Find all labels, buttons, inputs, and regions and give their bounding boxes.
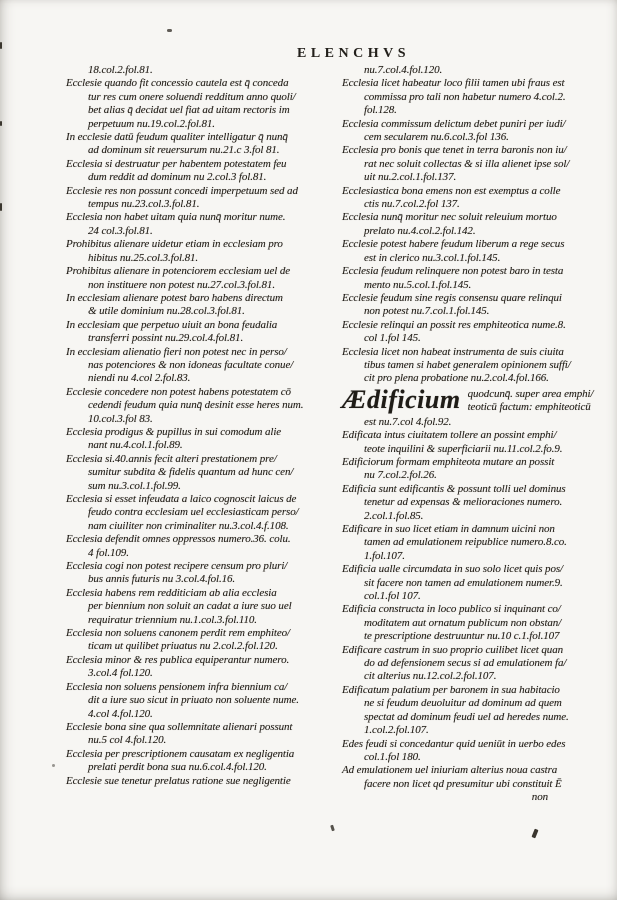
text-line: ticam ut quilibet priuatus nu 2.col.2.fol.120. <box>88 640 278 653</box>
catchword: non <box>531 791 548 804</box>
text-line: Ecclesia si esset infeudata a laico cognoscit laicus de <box>66 493 297 505</box>
text-line: per biennium non soluit an cadat a iure suo uel <box>88 600 292 613</box>
text-line: Ad emulationem uel iniuriam alterius noua castra <box>342 764 558 777</box>
text-line: col.1.fol 180. <box>364 750 421 763</box>
text-line: nant nu.4.col.1.fol.89. <box>88 439 183 452</box>
text-line: col.1.fol 107. <box>364 590 421 603</box>
text-line: Ecclesia non habet uitam quia nunq̄ moritur nume. <box>66 211 286 224</box>
text-line: Ecclesia pro bonis que tenet in terra baronis non iu/ <box>342 144 567 157</box>
text-line: Ecclesia defendit omnes oppressos numero.36. colu. <box>66 533 291 546</box>
text-line: Ecclesia si.40.annis fecit alteri prestationem pre/ <box>66 452 277 465</box>
section-headword-side-text <box>468 387 594 414</box>
text-line: ctis nu.7.col.2.fol 137. <box>364 198 460 211</box>
text-line: Edificia constructa in loco publico si inquinant co/ <box>342 603 561 616</box>
text-line: requiratur triennium nu.1.col.3.fol.110. <box>88 613 257 626</box>
ink-speck <box>167 29 172 32</box>
text-line: quodcunq̄. super area emphi/ <box>467 387 594 400</box>
text-line: dum reddit ad dominum nu 2.col.3 fol.81. <box>88 171 267 184</box>
text-line: tenetur ad expensas & melioraciones numero. <box>364 496 563 509</box>
text-line: est nu.7.col 4.fol.92. <box>364 415 452 428</box>
text-line: 2.col.1.fol.85. <box>364 509 424 522</box>
text-line: nu 7.col.2.fol.26. <box>364 469 437 482</box>
text-line: nu.5 col 4.fol.120. <box>88 734 167 747</box>
text-line: Ecclesia minor & res publica equiperantur numero. <box>66 653 290 666</box>
text-line: feudo contra ecclesiam uel ecclesiasticam perso/ <box>88 506 299 519</box>
text-line: Ecclesia non soluens canonem perdit rem emphiteo/ <box>66 627 291 640</box>
text-line: fol.128. <box>364 104 397 117</box>
text-line: Ecclesie bona sine qua sollemnitate alienari possunt <box>66 720 293 733</box>
text-line: uit nu.2.col.1.fol.137. <box>364 171 457 184</box>
text-line: moditatem aut ornatum publicum non obstan/ <box>364 616 562 629</box>
text-line: tur res cum onere soluendi redditum anno quoli/ <box>88 90 296 103</box>
text-line: perpetuum nu.19.col.2.fol.81. <box>88 117 215 130</box>
text-line: tempus nu.23.col.3.fol.81. <box>88 198 200 211</box>
text-line: Ecclesie res non possunt concedi imperpetuum sed ad <box>66 184 298 197</box>
text-line: 4.col 4.fol.120. <box>88 707 153 720</box>
text-line: nas potenciores & non idoneas facultate conue/ <box>88 358 294 371</box>
text-line: Ecclesia commissum delictum debet puniri per iudi/ <box>342 117 566 130</box>
text-line: In ecclesie datū feudum qualiter intelligatur q̄ nunq̄ <box>66 131 288 144</box>
text-line: Edificiorum formam emphiteota mutare an possit <box>342 455 555 468</box>
text-line: nu.7.col.4.fol.120. <box>364 64 443 76</box>
text-line: commissa pro tali non habetur numero 4.col.2. <box>364 90 566 103</box>
text-line: cem secularem nu.6.col.3.fol 136. <box>364 131 509 144</box>
text-line: Edificata intus ciuitatem tollere an possint emphi/ <box>342 429 557 442</box>
text-line: cedendi feudum quia nunq̄ desinit esse heres num. <box>88 399 304 412</box>
text-line: te prescriptione destruuntur nu.10 c.1.fol.107 <box>364 630 560 643</box>
text-line: teote inquilini & superficiarii nu.11.col.2.fo.9. <box>364 442 563 455</box>
ink-speck <box>0 203 2 211</box>
text-line: Ecclesia feudum relinquere non potest baro in testa <box>342 265 564 278</box>
text-line: Ecclesia per prescriptionem causatam ex negligentia <box>66 747 295 760</box>
text-line: col 1.fol 145. <box>364 332 421 345</box>
text-line: Ecclesia non soluens pensionem infra biennium ca/ <box>66 680 288 693</box>
text-line: Edificatum palatium per baronem in sua habitacio <box>342 683 560 696</box>
text-line: cit alterius nu.12.col.2.fol.107. <box>364 670 497 683</box>
text-line: Ecclesie concedere non potest habens potestatem cō <box>66 385 291 398</box>
ink-speck <box>330 825 335 832</box>
text-line: non instituere non potest nu.27.col.3.fol.81. <box>88 278 275 291</box>
text-line: nam ciuiliter non criminaliter nu.3.col.4.f.108. <box>88 519 289 532</box>
text-line: prelati perdit bona sua nu.6.col.4.fol.120. <box>88 761 267 774</box>
ink-speck <box>0 121 2 126</box>
text-line: transferri possint nu.29.col.4.fol.81. <box>88 332 244 345</box>
text-line: Ecclesie sue tenetur prelatus ratione sue negligentie <box>66 774 291 787</box>
text-line: bus annis futuris nu 3.col.4.fol.16. <box>88 573 236 586</box>
text-line: sit facere non tamen ad emulationem numer.9. <box>364 576 563 589</box>
ink-speck <box>0 42 2 49</box>
text-line: est in clerico nu.3.col.1.fol.145. <box>364 251 501 264</box>
text-line: ad dominum sit reuersurum nu.21.c 3.fol 81. <box>88 144 280 157</box>
text-line: niendi nu 4.col 2.fol.83. <box>88 372 191 385</box>
text-line: 24 col.3.fol.81. <box>88 224 153 237</box>
ink-speck <box>52 764 55 767</box>
text-line: sumitur subdita & fidelis quantum ad hunc cen/ <box>88 466 294 479</box>
text-line: & utile dominium nu.28.col.3.fol.81. <box>88 305 245 318</box>
text-line: Ecclesia habens rem redditiciam ab alia ecclesia <box>66 586 277 599</box>
text-line: Ecclesie quando fit concessio cautela est q̄ conceda <box>66 77 289 90</box>
ink-speck <box>531 829 538 839</box>
text-line: Ecclesie relinqui an possit res emphiteotica nume.8. <box>342 318 566 331</box>
text-line: Edes feudi si concedantur quid ueniūt in uerbo edes <box>342 737 566 750</box>
text-line: Ecclesie potest habere feudum liberum a rege secus <box>342 238 565 251</box>
text-line: 1.col.2.fol.107. <box>364 724 429 737</box>
text-line: Prohibitus alienare in potenciorem ecclesiam uel de <box>66 265 291 278</box>
text-line: rat nec soluit collectas & si illa alienet ipse sol/ <box>364 157 570 170</box>
text-line: 3.col.4 fol.120. <box>88 667 153 680</box>
text-line: spectat ad dominum feudi uel ad heredes nume. <box>364 710 569 723</box>
text-line: tibus tamen si habet generalem opinionem suffi/ <box>364 358 571 371</box>
text-line: 10.col.3.fol 83. <box>88 412 153 425</box>
index-column-right <box>342 64 592 805</box>
running-header: ELENCHVS <box>297 46 411 61</box>
text-line: Ecclesia licet non habeat instrumenta de suis ciuita <box>342 345 564 358</box>
text-line: Ecclesie feudum sine regis consensu quare relinqui <box>342 291 562 304</box>
text-line: In ecclesiam alienatio fieri non potest nec in perso/ <box>66 345 287 358</box>
text-line: Ecclesiastica bona emens non est exemptus a colle <box>342 184 561 197</box>
text-line: Edificia ualle circumdata in suo solo licet quis pos/ <box>342 563 563 576</box>
text-line: bet alias q̄ decidat uel fiat ad uitam rectoris im <box>88 104 290 117</box>
text-line: Ecclesia licet habeatur loco filii tamen ubi fraus est <box>342 77 565 90</box>
text-line: Ecclesia si destruatur per habentem potestatem feu <box>66 157 287 170</box>
text-line: Edificia sunt edificantis & possunt tolli uel dominus <box>342 482 566 495</box>
text-line: ne si feudum deuoluitur ad dominum ad quem <box>364 697 562 710</box>
text-line: Prohibitus alienare uidetur etiam in ecclesiam pro <box>66 238 283 251</box>
text-line: facere non licet qd presumitur ubi constituit Ē <box>364 777 562 790</box>
text-line: Ecclesia nunq̄ moritur nec soluit releuium mortuo <box>342 211 557 224</box>
text-line: Edificare castrum in suo proprio cuilibet licet quan <box>342 643 563 656</box>
text-line: Ecclesia cogi non potest recipere censum pro pluri/ <box>66 560 288 573</box>
text-line: non potest nu.7.col.1.fol.145. <box>364 305 490 318</box>
text-line: tamen ad emulationem reipublice numero.8.co. <box>364 536 567 549</box>
section-heading-edificium <box>342 384 594 415</box>
text-line: do ad defensionem secus si ad emulationem fa/ <box>364 657 567 670</box>
text-line: Edificare in suo licet etiam in damnum uicini non <box>342 523 555 535</box>
text-line: 4 fol.109. <box>88 546 129 559</box>
section-headword: Ædificium <box>342 384 461 414</box>
text-line: In ecclesiam que perpetuo uiuit an bona feudalia <box>66 318 278 331</box>
text-line: 18.col.2.fol.81. <box>88 64 153 76</box>
text-line: cit pro plena probatione nu.2.col.4.fol.166. <box>364 372 549 385</box>
text-line: mento nu.5.col.1.fol.145. <box>364 278 472 291</box>
index-column-left <box>66 64 336 788</box>
text-line: teoticū factum: emphiteoticū <box>467 400 591 413</box>
text-line: dit a iure suo sicut in priuato non soluente nume. <box>88 694 299 707</box>
text-line: Ecclesia prodigus & pupillus in sui comodum alie <box>66 425 282 438</box>
text-line: hibitus nu.25.col.3.fol.81. <box>88 251 199 264</box>
text-line: In ecclesiam alienare potest baro habens directum <box>66 291 283 304</box>
text-line: sum nu.3.col.1.fol.99. <box>88 479 181 492</box>
text-line: prelato nu.4.col.2.fol.142. <box>364 224 476 237</box>
text-line: 1.fol.107. <box>364 549 405 562</box>
